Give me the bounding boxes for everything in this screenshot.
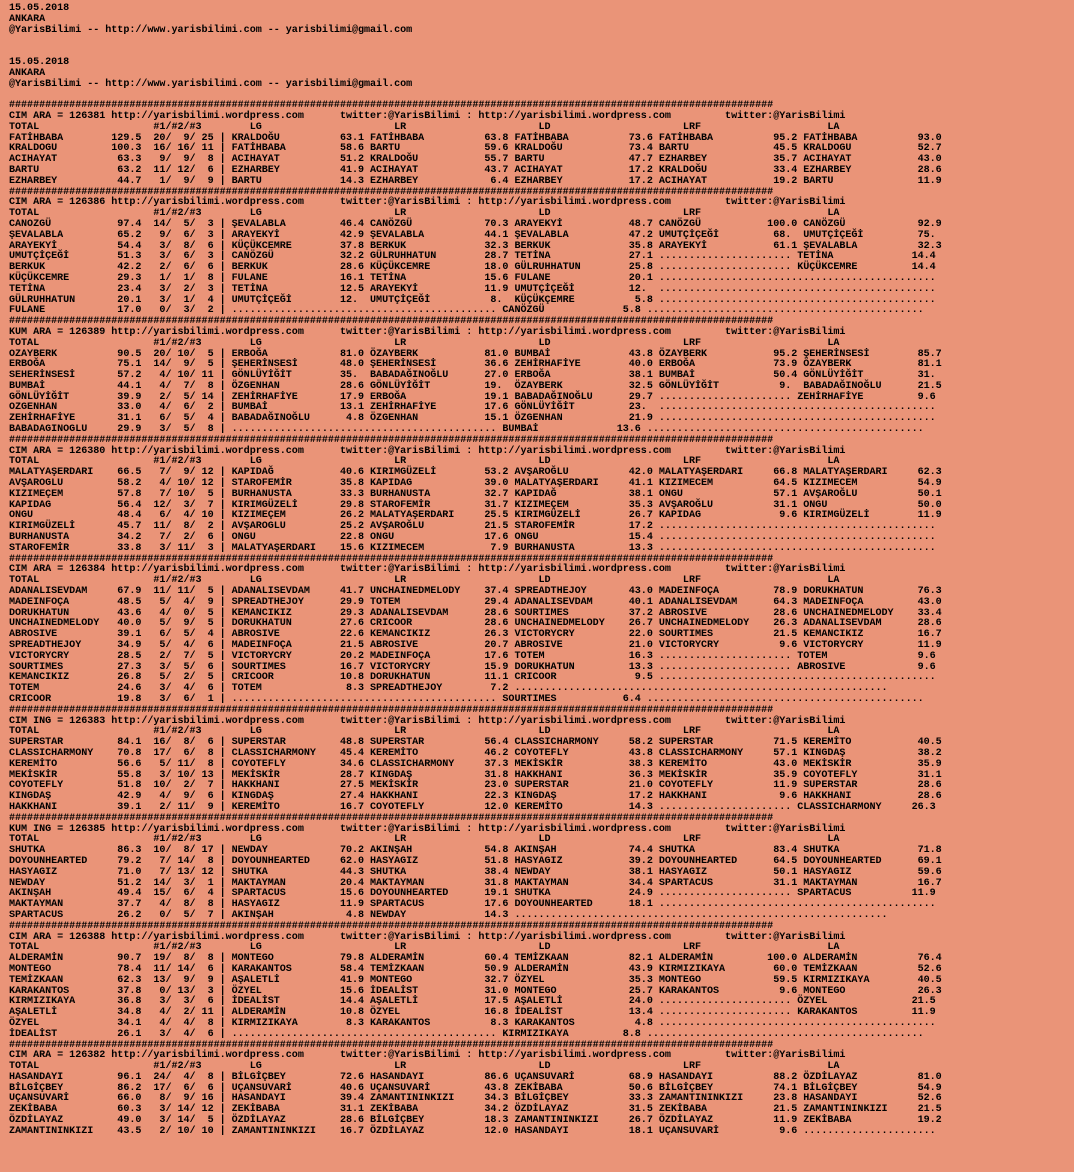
result-row: ACIHAYAT 63.3 9/ 9/ 8 | ACIHAYAT 51.2 KRALDOĞU 55.7 BARTU 47.7 EZHARBEY 35.7 ACIHAYAT 43.0 — [9, 154, 942, 166]
result-row: BURHANUSTA 34.2 7/ 2/ 6 | ONGU 22.8 ONGU 17.6 ONGU 15.4 .............................................. — [9, 532, 936, 544]
result-row: GÖNLÜYİĞİT 39.9 2/ 5/ 14 | ZEHİRHAFİYE 17.9 ERBOĞA 19.1 BABADAĞINOĞLU 29.7 ...................... ZEHİRHAFİYE 9.6 — [9, 391, 936, 403]
result-row: KÜÇÜKCEMRE 29.3 1/ 1/ 8 | FULANE 16.1 TETİNA 15.6 FULANE 20.1 .............................................. — [9, 272, 936, 284]
contact-line: @YarisBilimi -- http://www.yarisbilimi.com -- yarisbilimi@gmail.com — [9, 78, 413, 90]
result-row: SPARTACUS 26.2 0/ 5/ 7 | AKINŞAH 4.8 NEWDAY 14.3 .............................................................. — [9, 909, 888, 921]
location-label: ANKARA — [9, 13, 46, 25]
race-header: KUM ARA = 126389 http://yarisbilimi.wordpress.com twitter:@YarisBilimi : http://yarisbilimi.wordpress.com twitter:@YarisBilimi — [9, 326, 846, 338]
column-headers: TOTAL #1/#2/#3 LG LR LD LRF LA — [9, 726, 840, 738]
result-row: NEWDAY 51.2 14/ 3/ 1 | MAKTAYMAN 20.4 MAKTAYMAN 31.8 MAKTAYMAN 34.4 SPARTACUS 31.1 MAKTAYMAN 16.7 — [9, 877, 942, 889]
result-row: ABROSIVE 39.1 6/ 5/ 4 | ABROSIVE 22.6 KEMANCIKIZ 26.3 VICTORYCRY 22.0 SOURTIMES 21.5 KEMANCIKIZ 16.7 — [9, 629, 942, 641]
result-row: ZEKİBABA 60.3 3/ 14/ 12 | ZEKİBABA 31.1 ZEKİBABA 34.2 ÖZDİLAYAZ 31.5 ZEKİBABA 21.5 ZAMANTININKIZI 21.5 — [9, 1104, 942, 1116]
result-row: STAROFEMİR 33.8 3/ 11/ 3 | MALATYAŞERDARI 15.6 KIZIMECEM 7.9 BURHANUSTA 13.3 .............................................. — [9, 542, 936, 554]
column-headers: TOTAL #1/#2/#3 LG LR LD LRF LA — [9, 834, 840, 846]
result-row: MONTEGO 78.4 11/ 14/ 6 | KARAKANTOS 58.4 TEMİZKAAN 50.9 ALDERAMİN 43.9 KIRMIZIKAYA 60.0 TEMİZKAAN 52.6 — [9, 963, 942, 975]
race-header: CIM ING = 126383 http://yarisbilimi.wordpress.com twitter:@YarisBilimi : http://yarisbilimi.wordpress.com twitter:@YarisBilimi — [9, 715, 846, 727]
result-row: UMUTÇİÇEĞİ 51.3 3/ 6/ 3 | CANÖZGÜ 32.2 GÜLRUHHATUN 28.7 TETİNA 27.1 ...................... TETİNA 14.4 — [9, 251, 936, 263]
section-separator: ############################################################################################################################### — [9, 1039, 774, 1051]
result-row: VICTORYCRY 28.5 2/ 7/ 5 | VICTORYCRY 20.2 MADEINFOÇA 17.6 TOTEM 16.3 ...................... TOTEM 9.6 — [9, 650, 936, 662]
race-header: CIM ARA = 126382 http://yarisbilimi.wordpress.com twitter:@YarisBilimi : http://yarisbilimi.wordpress.com twitter:@YarisBilimi — [9, 1050, 846, 1062]
result-row: TEMİZKAAN 62.3 13/ 9/ 9 | AŞALETLİ 41.9 MONTEGO 32.7 ÖZYEL 35.3 MONTEGO 59.5 KIRMIZIKAYA 40.5 — [9, 974, 942, 986]
result-row: CRICOOR 19.8 3/ 6/ 1 | ............................................ SOURTIMES 6.4 .............................................. — [9, 694, 924, 705]
result-row: UÇANSUVARİ 66.0 8/ 9/ 16 | HASANDAYI 39.4 ZAMANTININKIZI 34.3 BİLGİÇBEY 33.3 ZAMANTININKIZI 23.8 HASANDAYI 52.6 — [9, 1093, 942, 1105]
result-row: EZHARBEY 44.7 1/ 9/ 9 | BARTU 14.3 EZHARBEY 6.4 EZHARBEY 17.2 ACIHAYAT 19.2 BARTU 11.9 — [9, 175, 942, 187]
result-row: BARTU 63.2 11/ 12/ 6 | EZHARBEY 41.9 ACIHAYAT 43.7 ACIHAYAT 17.2 KRALDOĞU 33.4 EZHARBEY 28.6 — [9, 164, 942, 176]
result-row: ALDERAMİN 90.7 19/ 8/ 8 | MONTEGO 79.8 ALDERAMİN 60.4 TEMİZKAAN 82.1 ALDERAMİN 100.0 ALDERAMİN 76.4 — [9, 953, 942, 965]
result-row: CLASSICHARMONY 70.8 17/ 6/ 8 | CLASSICHARMONY 45.4 KEREMİTO 46.2 COYOTEFLY 43.8 CLASSICHARMONY 57.1 KINGDAŞ 38.2 — [9, 747, 942, 759]
result-row: BABADAGINOGLU 29.9 3/ 5/ 8 | ............................................ BUMBAİ 13.6 .............................................. — [9, 424, 924, 436]
result-row: HAKKHANI 39.1 2/ 11/ 9 | KEREMİTO 16.7 COYOTEFLY 12.0 KEREMİTO 14.3 ...................... CLASSICHARMONY 26.3 — [9, 801, 936, 813]
blank-line — [9, 36, 942, 47]
result-row: COYOTEFLY 51.8 10/ 2/ 7 | HAKKHANI 27.5 MEKİSKİR 23.0 SUPERSTAR 21.0 COYOTEFLY 11.9 SUPERSTAR 28.6 — [9, 780, 942, 792]
result-row: SUPERSTAR 84.1 16/ 8/ 6 | SUPERSTAR 48.8 SUPERSTAR 56.4 CLASSICHARMONY 58.2 SUPERSTAR 71.5 KEREMİTO 40.5 — [9, 737, 942, 749]
result-row: HASYAGIZ 71.0 7/ 13/ 12 | SHUTKA 44.3 SHUTKA 38.4 NEWDAY 38.1 HASYAGIZ 50.1 HASYAGIZ 59.6 — [9, 866, 942, 878]
result-row: DOYOUNHEARTED 79.2 7/ 14/ 8 | DOYOUNHEARTED 62.0 HASYAGIZ 51.8 HASYAGIZ 39.2 DOYOUNHEARTED 64.5 DOYOUNHEARTED 69.1 — [9, 855, 942, 867]
result-row: BİLGİÇBEY 86.2 17/ 6/ 6 | UÇANSUVARİ 40.6 UÇANSUVARİ 43.8 ZEKİBABA 50.6 BİLGİÇBEY 74.1 BİLGİÇBEY 54.9 — [9, 1082, 942, 1094]
result-row: ARAYEKYİ 54.4 3/ 8/ 6 | KÜÇÜKCEMRE 37.8 BERKUK 32.3 BERKUK 35.8 ARAYEKYİ 61.1 ŞEVALABLA 32.3 — [9, 240, 942, 252]
result-row: CANOZGÜ 97.4 14/ 5/ 3 | ŞEVALABLA 46.4 CANÖZGÜ 70.3 ARAYEKYİ 48.7 CANÖZGÜ 100.0 CANÖZGÜ 92.9 — [9, 218, 942, 230]
section-separator: ############################################################################################################################### — [9, 704, 774, 716]
race-header: KUM ING = 126385 http://yarisbilimi.wordpress.com twitter:@YarisBilimi : http://yarisbilimi.wordpress.com twitter:@YarisBilimi — [9, 823, 846, 835]
result-row: SEHERİNSESİ 57.2 4/ 10/ 11 | GÖNLÜYİĞİT 35. BABADAĞINOĞLU 27.0 ERBOĞA 38.1 BUMBAİ 50.4 GÖNLÜYİĞİT 31. — [9, 370, 936, 382]
result-row: MEKİSKİR 55.8 3/ 10/ 13 | MEKİSKİR 28.7 KINGDAŞ 31.8 HAKKHANI 36.3 MEKİSKİR 35.9 COYOTEFLY 31.1 — [9, 769, 942, 781]
result-row: İDEALİST 26.1 3/ 4/ 6 | ............................................ KIRMIZIKAYA 8.8 .............................................. — [9, 1028, 924, 1040]
result-row: BERKUK 42.2 2/ 6/ 6 | BERKUK 28.6 KÜÇÜKCEMRE 18.0 GÜLRUHHATUN 25.8 ...................... KÜÇÜKCEMRE 14.4 — [9, 262, 936, 274]
race-header: CIM ARA = 126384 http://yarisbilimi.wordpress.com twitter:@YarisBilimi : http://yarisbilimi.wordpress.com twitter:@YarisBilimi — [9, 564, 846, 576]
result-row: MALATYAŞERDARI 66.5 7/ 9/ 12 | KAPIDAĞ 40.6 KIRIMGÜZELİ 53.2 AVŞAROĞLU 42.0 MALATYAŞERDARI 66.8 MALATYAŞERDARI 62.3 — [9, 467, 942, 479]
result-row: SPREADTHEJOY 34.9 5/ 4/ 6 | MADEINFOÇA 21.5 ABROSIVE 20.7 ABROSIVE 21.0 VICTORYCRY 9.6 VICTORYCRY 11.9 — [9, 640, 942, 652]
column-headers: TOTAL #1/#2/#3 LG LR LD LRF LA — [9, 121, 840, 133]
column-headers: TOTAL #1/#2/#3 LG LR LD LRF LA — [9, 942, 840, 954]
result-row: KAPIDAG 56.4 12/ 3/ 7 | KIRIMGÜZELİ 29.8 STAROFEMİR 31.7 KIZIMEÇEM 35.3 AVŞAROĞLU 31.1 ONGU 50.0 — [9, 499, 942, 511]
result-row: MADEINFOÇA 48.5 5/ 4/ 9 | SPREADTHEJOY 29.9 TOTEM 29.4 ADANALISEVDAM 40.1 ADANALISEVDAM 64.3 MADEINFOÇA 43.0 — [9, 596, 942, 608]
result-row: ERBOĞA 75.1 14/ 9/ 5 | ŞEHERİNSESİ 48.0 ŞEHERİNSESİ 36.6 ZEHİRHAFİYE 40.0 ERBOĞA 73.9 ÖZAYBERK 81.1 — [9, 359, 942, 371]
result-row: ZAMANTININKIZI 43.5 2/ 10/ 10 | ZAMANTININKIZI 16.7 ÖZDİLAYAZ 12.0 HASANDAYI 18.1 UÇANSUVARİ 9.6 ...................... — [9, 1125, 936, 1137]
section-separator: ############################################################################################################################### — [9, 812, 774, 824]
result-row: TOTEM 24.6 3/ 4/ 6 | TOTEM 8.3 SPREADTHEJOY 7.2 .............................................................. — [9, 683, 888, 695]
result-row: KEREMİTO 56.6 5/ 11/ 8 | COYOTEFLY 34.6 CLASSICHARMONY 37.3 MEKİSKİR 38.3 KEREMİTO 43.0 MEKİSKİR 35.9 — [9, 758, 942, 770]
result-row: ŞEVALABLA 65.2 9/ 6/ 3 | ARAYEKYİ 42.9 ŞEVALABLA 44.1 ŞEVALABLA 47.2 UMUTÇİÇEĞİ 68. UMUTÇİÇEĞİ 75. — [9, 229, 936, 241]
result-row: AŞALETLİ 34.8 4/ 2/ 11 | ALDERAMİN 10.8 ÖZYEL 16.8 İDEALİST 13.4 ...................... KARAKANTOS 11.9 — [9, 1007, 936, 1019]
column-headers: TOTAL #1/#2/#3 LG LR LD LRF LA — [9, 575, 840, 587]
result-row: AKINŞAH 49.4 15/ 6/ 4 | SPARTACUS 15.6 DOYOUNHEARTED 19.1 SHUTKA 24.9 ...................... SPARTACUS 11.9 — [9, 888, 936, 900]
result-row: FATİHBABA 129.5 20/ 9/ 25 | KRALDOĞU 63.1 FATİHBABA 63.8 FATİHBABA 73.6 FATİHBABA 95.2 FATİHBABA 93.0 — [9, 132, 942, 144]
result-row: SOURTIMES 27.3 3/ 5/ 6 | SOURTIMES 16.7 VICTORYCRY 15.9 DORUKHATUN 13.3 ...................... ABROSIVE 9.6 — [9, 661, 936, 673]
column-headers: TOTAL #1/#2/#3 LG LR LD LRF LA — [9, 1061, 840, 1073]
blank-line — [9, 47, 942, 58]
section-separator: ############################################################################################################################### — [9, 316, 774, 328]
result-row: KIRMIZIKAYA 36.8 3/ 3/ 6 | İDEALİST 14.4 AŞALETLİ 17.5 AŞALETLİ 24.0 ...................... ÖZYEL 21.5 — [9, 996, 936, 1008]
contact-line: @YarisBilimi -- http://www.yarisbilimi.com -- yarisbilimi@gmail.com — [9, 24, 413, 36]
section-separator: ############################################################################################################################### — [9, 920, 774, 932]
column-headers: TOTAL #1/#2/#3 LG LR LD LRF LA — [9, 208, 840, 220]
result-row: ÖZYEL 34.1 4/ 4/ 8 | KIRMIZIKAYA 8.3 KARAKANTOS 8.3 KARAKANTOS 4.8 .............................................. — [9, 1017, 936, 1029]
result-row: DORUKHATUN 43.6 4/ 0/ 5 | KEMANCIKIZ 29.3 ADANALISEVDAM 28.6 SOURTIMES 37.2 ABROSIVE 28.6 UNCHAINEDMELODY 33.4 — [9, 607, 942, 619]
result-row: ÖZDİLAYAZ 49.0 3/ 14/ 5 | ÖZDİLAYAZ 28.6 BİLGİÇBEY 18.3 ZAMANTININKIZI 26.7 ÖZDİLAYAZ 11.9 ZEKİBABA 19.2 — [9, 1115, 942, 1127]
result-row: KARAKANTOS 37.8 0/ 13/ 3 | ÖZYEL 15.6 İDEALİST 31.0 MONTEGO 25.7 KARAKANTOS 9.6 MONTEGO 26.3 — [9, 985, 942, 997]
race-header: CIM ARA = 126380 http://yarisbilimi.wordpress.com twitter:@YarisBilimi : http://yarisbilimi.wordpress.com twitter:@YarisBilimi — [9, 445, 846, 457]
result-row: OZAYBERK 90.5 20/ 10/ 5 | ERBOĞA 81.0 ÖZAYBERK 81.0 BUMBAİ 43.8 ÖZAYBERK 95.2 ŞEHERİNSESİ 85.7 — [9, 348, 942, 360]
result-row: HASANDAYI 96.1 24/ 4/ 8 | BİLGİÇBEY 72.6 HASANDAYI 86.6 UÇANSUVARİ 68.9 HASANDAYI 88.2 ÖZDİLAYAZ 81.0 — [9, 1071, 942, 1083]
result-row: KINGDAŞ 42.9 4/ 9/ 6 | KINGDAŞ 27.4 HAKKHANI 22.3 KINGDAŞ 17.2 HAKKHANI 9.6 HAKKHANI 28.6 — [9, 791, 942, 803]
section-separator: ############################################################################################################################### — [9, 553, 774, 565]
result-row: KRALDOGU 100.3 16/ 16/ 11 | FATİHBABA 58.6 BARTU 59.6 KRALDOĞU 73.4 BARTU 45.5 KRALDOGU 52.7 — [9, 143, 942, 155]
race-header: CIM ARA = 126388 http://yarisbilimi.wordpress.com twitter:@YarisBilimi : http://yarisbilimi.wordpress.com twitter:@YarisBilimi — [9, 931, 846, 943]
result-row: ADANALISEVDAM 67.9 11/ 11/ 5 | ADANALISEVDAM 41.7 UNCHAINEDMELODY 37.4 SPREADTHEJOY 43.0 MADEINFOÇA 78.9 DORUKHATUN 76.3 — [9, 586, 942, 598]
result-row: ZEHİRHAFİYE 31.1 6/ 5/ 4 | BABADAĞINOĞLU 4.8 ÖZGENHAN 15.1 ÖZGENHAN 21.9 .............................................. — [9, 413, 936, 425]
result-row: UNCHAINEDMELODY 40.0 5/ 9/ 5 | DORUKHATUN 27.6 CRICOOR 28.6 UNCHAINEDMELODY 26.7 UNCHAINEDMELODY 26.3 ADANALISEVDAM 28.6 — [9, 618, 942, 630]
result-row: FULANE 17.0 0/ 3/ 2 | ............................................ CANÖZGÜ 5.8 .............................................. — [9, 305, 924, 317]
race-header: CIM ARA = 126386 http://yarisbilimi.wordpress.com twitter:@YarisBilimi : http://yarisbilimi.wordpress.com twitter:@YarisBilimi — [9, 197, 846, 209]
result-row: KEMANCIKIZ 26.8 5/ 2/ 5 | CRICOOR 10.8 DORUKHATUN 11.1 CRICOOR 9.5 .............................................. — [9, 672, 936, 684]
race-report-text — [9, 4, 942, 1138]
result-row: OZGENHAN 33.0 4/ 6/ 2 | BUMBAİ 13.1 ZEHİRHAFİYE 17.6 GÖNLÜYİĞİT 23. .............................................. — [9, 402, 936, 414]
section-separator: ############################################################################################################################### — [9, 434, 774, 446]
result-row: SHUTKA 86.3 10/ 8/ 17 | NEWDAY 70.2 AKINŞAH 54.8 AKINŞAH 74.4 SHUTKA 83.4 SHUTKA 71.8 — [9, 845, 942, 857]
report-date: 15.05.2018 — [9, 3, 70, 14]
result-row: ONGU 48.4 6/ 4/ 10 | KIZIMEÇEM 26.2 MALATYAŞERDARI 25.5 KIRIMGÜZELİ 26.7 KAPIDAG 9.6 KIRIMGÜZELİ 11.9 — [9, 510, 942, 522]
result-row: KIZIMEÇEM 57.8 7/ 10/ 5 | BURHANUSTA 33.3 BURHANUSTA 32.7 KAPIDAĞ 38.1 ONGU 57.1 AVŞAROĞLU 50.1 — [9, 488, 942, 500]
column-headers: TOTAL #1/#2/#3 LG LR LD LRF LA — [9, 337, 840, 349]
location-label: ANKARA — [9, 67, 46, 79]
result-row: GÜLRUHHATUN 20.1 3/ 1/ 4 | UMUTÇİÇEĞİ 12. UMUTÇİÇEĞİ 8. KÜÇÜKÇEMRE 5.8 .............................................. — [9, 294, 936, 306]
section-separator: ############################################################################################################################### — [9, 100, 774, 112]
race-header: CIM ARA = 126381 http://yarisbilimi.wordpress.com twitter:@YarisBilimi : http://yarisbilimi.wordpress.com twitter:@YarisBilimi — [9, 110, 846, 122]
result-row: BUMBAİ 44.1 4/ 7/ 8 | ÖZGENHAN 28.6 GÖNLÜYİĞİT 19. ÖZAYBERK 32.5 GÖNLÜYİĞİT 9. BABADAĞINOĞLU 21.5 — [9, 380, 942, 392]
section-separator: ############################################################################################################################### — [9, 186, 774, 198]
report-date: 15.05.2018 — [9, 56, 70, 68]
result-row: TETİNA 23.4 3/ 2/ 3 | TETİNA 12.5 ARAYEKYİ 11.9 UMUTÇİÇEĞİ 12. .............................................. — [9, 283, 936, 295]
column-headers: TOTAL #1/#2/#3 LG LR LD LRF LA — [9, 456, 840, 468]
result-row: AVŞAROGLU 58.2 4/ 10/ 12 | STAROFEMİR 35.8 KAPIDAG 39.0 MALATYAŞERDARI 41.1 KIZIMECEM 64.5 KIZIMECEM 54.9 — [9, 478, 942, 490]
result-row: KIRIMGÜZELİ 45.7 11/ 8/ 2 | AVŞAROGLU 25.2 AVŞAROĞLU 21.5 STAROFEMİR 17.2 .............................................. — [9, 521, 936, 533]
result-row: MAKTAYMAN 37.7 4/ 8/ 8 | HASYAGIZ 11.9 SPARTACUS 17.6 DOYOUNHEARTED 18.1 .............................................. — [9, 899, 936, 911]
